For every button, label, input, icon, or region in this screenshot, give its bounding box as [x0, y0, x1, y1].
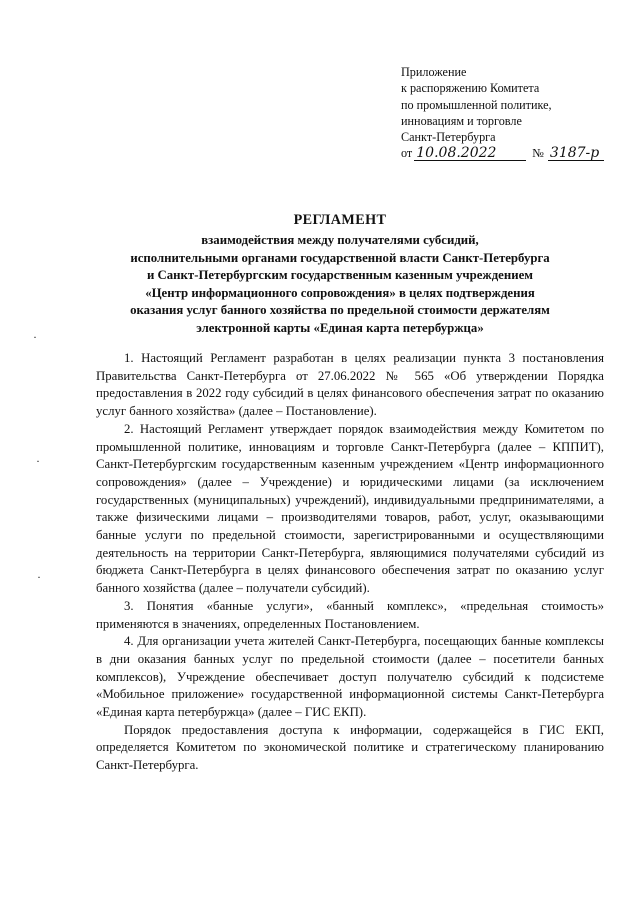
handwritten-date: 10.08.2022 [414, 146, 526, 161]
annex-line: к распоряжению Комитета [401, 81, 540, 96]
subtitle-line: «Центр информационного сопровождения» в целях подтверждения [145, 285, 535, 300]
margin-speck: · [37, 570, 41, 584]
subtitle-line: электронной карты «Единая карта петербуржца» [196, 320, 484, 335]
document-subtitle [60, 232, 620, 337]
paragraph-3: 3. Понятия «банные услуги», «банный комплекс», «предельная стоимость» применяются в значениях, определенных Постановлением. [96, 598, 604, 631]
annex-line: Приложение [401, 65, 467, 79]
paragraph-4: 4. Для организации учета жителей Санкт-Петербурга, посещающих банные комплексы в дни оказания банных услуг по предельной стоимости (далее – посетители банных комплексов), Учреждение обеспечивает доступ получателю субсидий к подсистеме «Мобильное приложение» государственной информационной системы Санкт-Петербурга «Единая карта петербуржца» (далее – ГИС ЕКП). [96, 634, 604, 720]
number-prefix: № [532, 146, 544, 161]
document-body [96, 350, 604, 775]
subtitle-line: оказания услуг банного хозяйства по предельной стоимости держателям [130, 303, 550, 317]
annex-line: Санкт-Петербурга [401, 130, 496, 145]
subtitle-line: и Санкт-Петербургским государственным казенным учреждением [146, 268, 534, 282]
annex-line: инновациям и торговле [401, 113, 522, 128]
margin-speck: · [33, 330, 37, 344]
paragraph-1: 1. Настоящий Регламент разработан в целях реализации пункта 3 постановления Правительства Санкт-Петербурга от 27.06.2022 № 565 «Об утверждении Порядка предоставления в 2022 году субсидий в целях финансового обеспечения затрат по оказанию услуг банного хозяйства» (далее – Постановление). [96, 351, 604, 419]
margin-speck: · [36, 454, 40, 468]
handwritten-number: 3187-р [548, 146, 604, 161]
subtitle-line: взаимодействия между получателями субсидий, [201, 233, 479, 247]
document-title: РЕГЛАМЕНТ [293, 212, 387, 228]
annex-header [401, 64, 621, 162]
date-prefix: от [401, 146, 413, 161]
annex-line: по промышленной политике, [401, 97, 552, 112]
subtitle-line: исполнительными органами государственной власти Санкт-Петербурга [130, 250, 550, 265]
annex-date-number-line [401, 145, 621, 161]
paragraph-2: 2. Настоящий Регламент утверждает порядок взаимодействия между Комитетом по промышленной политике, инновациям и торговле Санкт-Петербурга (далее – КППИТ), Санкт-Петербургским государственным казенным учреждением «Центр информационного сопровождения» (далее – Учреждение) и юридическими лицами (за исключением государственных (муниципальных) учреждений), индивидуальными предпринимателями, а также физическими лицами – производителями товаров, работ, услуг, оказывающими банные услуги по предельной стоимости, зарегистрированными и осуществляющими деятельность на территории Санкт-Петербурга, являющимися получателями субсидий из бюджета Санкт-Петербурга в целях финансового обеспечения затрат по оказанию услуг банного хозяйства (далее – получатели субсидий). [96, 421, 604, 596]
paragraph-5: Порядок предоставления доступа к информации, содержащейся в ГИС ЕКП, определяется Комитетом по экономической политике и стратегическому планированию Санкт-Петербурга. [96, 722, 604, 773]
